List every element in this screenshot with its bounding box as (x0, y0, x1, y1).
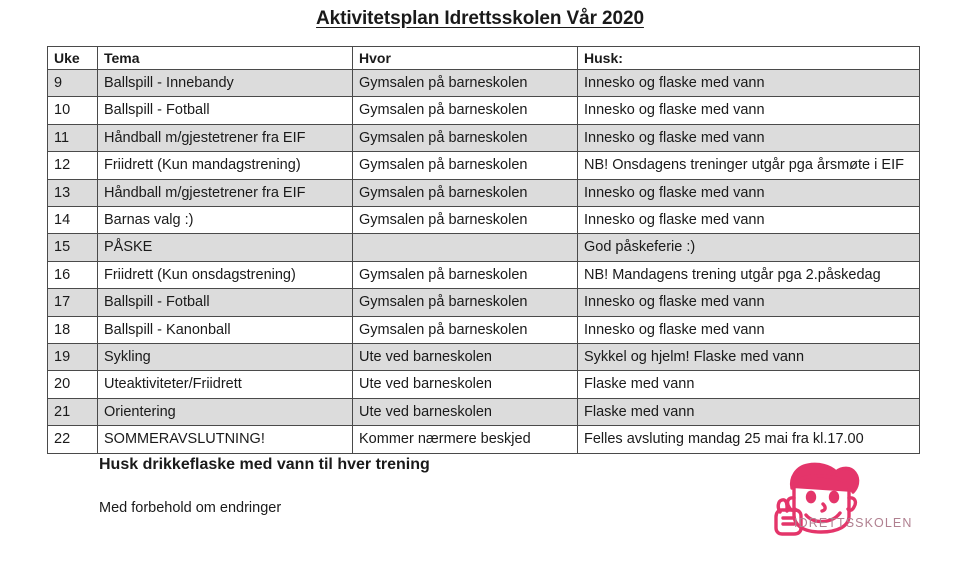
column-header-uke: Uke (48, 47, 98, 70)
cell-hvor: Gymsalen på barneskolen (353, 207, 578, 234)
table-header-row (48, 47, 920, 70)
logo-wordmark: IDRETTSSKOLEN (794, 516, 913, 530)
cell-uke: 19 (48, 344, 98, 371)
cell-hvor: Gymsalen på barneskolen (353, 179, 578, 206)
footer-note-secondary: Med forbehold om endringer (99, 500, 282, 516)
cell-hvor: Ute ved barneskolen (353, 371, 578, 398)
cell-uke: 17 (48, 289, 98, 316)
idrettsskolen-logo-icon (756, 458, 926, 550)
table-row (48, 398, 920, 425)
cell-hvor: Gymsalen på barneskolen (353, 97, 578, 124)
cell-tema: Friidrett (Kun onsdagstrening) (98, 261, 353, 288)
cell-husk: Innesko og flaske med vann (578, 97, 920, 124)
cell-hvor: Gymsalen på barneskolen (353, 70, 578, 97)
cell-husk: Innesko og flaske med vann (578, 179, 920, 206)
cell-uke: 14 (48, 207, 98, 234)
cell-husk: Innesko og flaske med vann (578, 124, 920, 151)
cell-tema: SOMMERAVSLUTNING! (98, 426, 353, 453)
cell-hvor: Gymsalen på barneskolen (353, 316, 578, 343)
table-row (48, 344, 920, 371)
table-row (48, 97, 920, 124)
cell-uke: 18 (48, 316, 98, 343)
column-header-hvor: Hvor (353, 47, 578, 70)
cell-husk: Innesko og flaske med vann (578, 207, 920, 234)
table-row (48, 261, 920, 288)
cell-uke: 21 (48, 398, 98, 425)
cell-uke: 13 (48, 179, 98, 206)
cell-husk: Innesko og flaske med vann (578, 316, 920, 343)
column-header-tema: Tema (98, 47, 353, 70)
cell-husk: Flaske med vann (578, 371, 920, 398)
table-row (48, 371, 920, 398)
table-row (48, 70, 920, 97)
cell-tema: Håndball m/gjestetrener fra EIF (98, 124, 353, 151)
cell-husk: Flaske med vann (578, 398, 920, 425)
cell-tema: Sykling (98, 344, 353, 371)
table-row (48, 207, 920, 234)
cell-husk: Felles avsluting mandag 25 mai fra kl.17.00 (578, 426, 920, 453)
cell-tema: Ballspill - Fotball (98, 97, 353, 124)
cell-hvor: Gymsalen på barneskolen (353, 289, 578, 316)
cell-tema: Orientering (98, 398, 353, 425)
cell-tema: Barnas valg :) (98, 207, 353, 234)
cell-husk: Innesko og flaske med vann (578, 289, 920, 316)
table-row (48, 426, 920, 453)
cell-uke: 12 (48, 152, 98, 179)
cell-husk: NB! Mandagens trening utgår pga 2.påskedag (578, 261, 920, 288)
column-header-husk: Husk: (578, 47, 920, 70)
cell-uke: 22 (48, 426, 98, 453)
cell-hvor: Ute ved barneskolen (353, 398, 578, 425)
cell-tema: Uteaktiviteter/Friidrett (98, 371, 353, 398)
table-row (48, 179, 920, 206)
table-row (48, 124, 920, 151)
cell-tema: Håndball m/gjestetrener fra EIF (98, 179, 353, 206)
cell-uke: 9 (48, 70, 98, 97)
cell-uke: 16 (48, 261, 98, 288)
cell-hvor: Gymsalen på barneskolen (353, 261, 578, 288)
cell-tema: Ballspill - Innebandy (98, 70, 353, 97)
cell-husk: Innesko og flaske med vann (578, 70, 920, 97)
cell-hvor: Kommer nærmere beskjed (353, 426, 578, 453)
cell-tema: Ballspill - Fotball (98, 289, 353, 316)
table-row (48, 152, 920, 179)
cell-hvor (353, 234, 578, 261)
footer-note-primary: Husk drikkeflaske med vann til hver trening (99, 456, 430, 473)
page-title: Aktivitetsplan Idrettsskolen Vår 2020 (316, 8, 644, 29)
cell-husk: God påskeferie :) (578, 234, 920, 261)
cell-uke: 20 (48, 371, 98, 398)
activity-schedule-table (47, 46, 920, 454)
cell-tema: Ballspill - Kanonball (98, 316, 353, 343)
cell-husk: Sykkel og hjelm! Flaske med vann (578, 344, 920, 371)
cell-husk: NB! Onsdagens treninger utgår pga årsmøte i EIF (578, 152, 920, 179)
cell-hvor: Gymsalen på barneskolen (353, 152, 578, 179)
cell-uke: 11 (48, 124, 98, 151)
cell-tema: PÅSKE (98, 234, 353, 261)
cell-uke: 15 (48, 234, 98, 261)
cell-hvor: Ute ved barneskolen (353, 344, 578, 371)
table-row (48, 316, 920, 343)
table-row (48, 289, 920, 316)
cell-tema: Friidrett (Kun mandagstrening) (98, 152, 353, 179)
cell-uke: 10 (48, 97, 98, 124)
table-body (48, 70, 920, 454)
table-row (48, 234, 920, 261)
cell-hvor: Gymsalen på barneskolen (353, 124, 578, 151)
